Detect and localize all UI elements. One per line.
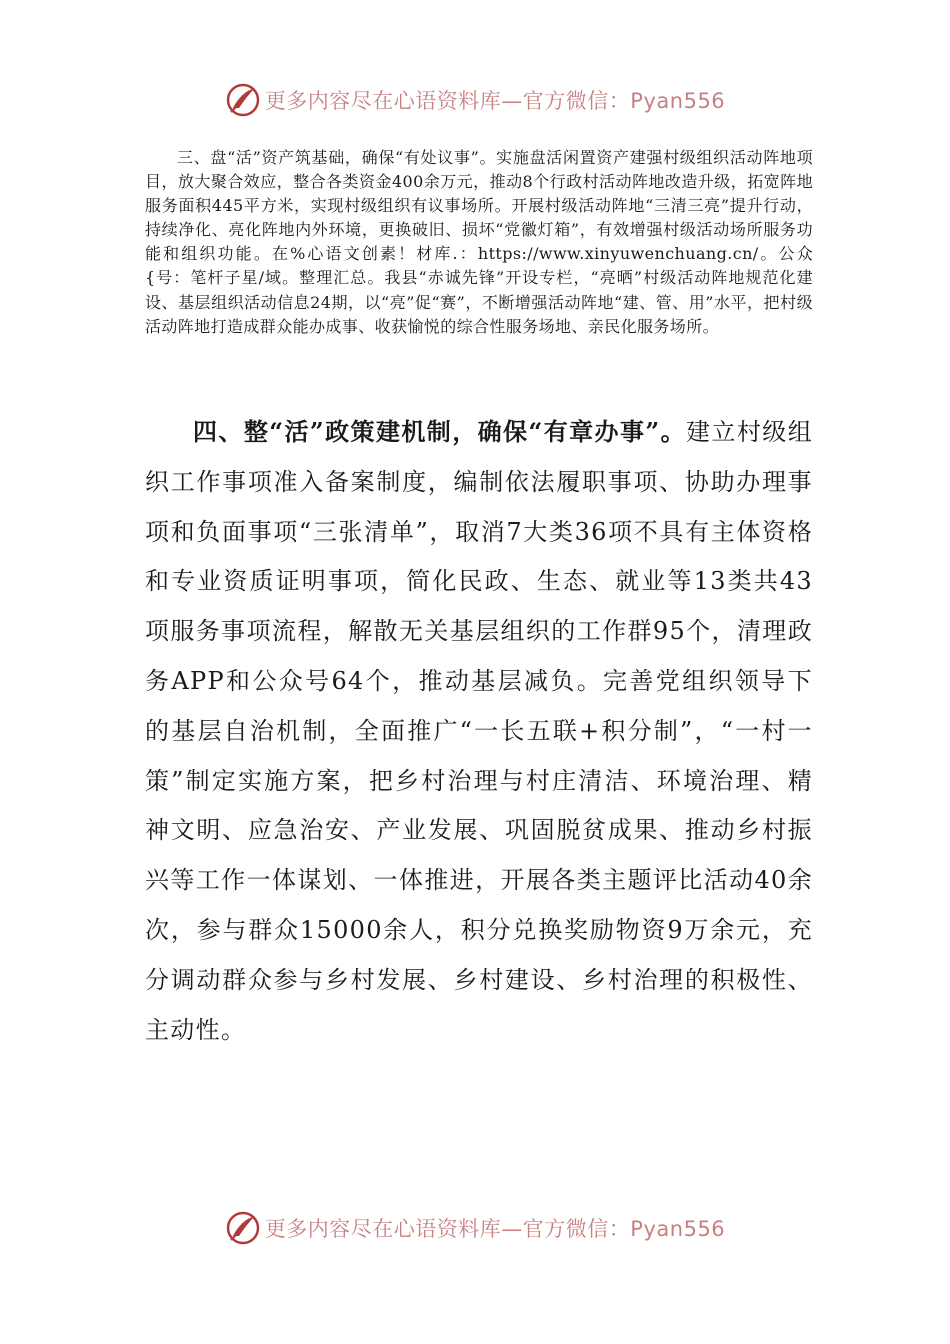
header-banner-text: 更多内容尽在心语资料库—官方微信：Pyan556 bbox=[264, 89, 726, 113]
header-banner bbox=[0, 80, 950, 120]
pen-logo-icon bbox=[225, 1210, 261, 1246]
section-4-body: 建立村级组织工作事项准入备案制度，编制依法履职事项、协助办理事项和负面事项“三张清单”，取消7大类36项不具有主体资格和专业资质证明事项，简化民政、生态、就业等13类共43项服务事项流程，解散无关基层组织的工作群95个，清理政务APP和公众号64个，推动基层减负。完善党组织领导下的基层自治机制，全面推广“一长五联+积分制”，“一村一策”制定实施方案，把乡村治理与村庄清洁、环境治理、精神文明、应急治安、产业发展、巩固脱贫成果、推动乡村振兴等工作一体谋划、一体推进，开展各类主题评比活动40余次，参与群众15000余人，积分兑换奖励物资9万余元，充分调动群众参与乡村发展、乡村建设、乡村治理的积极性、主动性。 bbox=[145, 418, 813, 1044]
section-4-paragraph bbox=[145, 407, 813, 1055]
footer-banner-text: 更多内容尽在心语资料库—官方微信：Pyan556 bbox=[264, 1217, 726, 1241]
section-4-heading: 四、整“活”政策建机制，确保“有章办事”。 bbox=[193, 417, 687, 446]
section-3-paragraph: 三、盘“活”资产筑基础，确保“有处议事”。实施盘活闲置资产建强村级组织活动阵地项目，放大聚合效应，整合各类资金400余万元，推动8个行政村活动阵地改造升级，拓宽阵地服务面积445平方米，实现村级组织有议事场所。开展村级活动阵地“三清三亮”提升行动，持续净化、亮化阵地内外环境，更换破旧、损坏“党徽灯箱”，有效增强村级活动场所服务功能和组织功能。在%心语文创素！材库.：https://www.xinyuwenchuang.cn/。公众{号：笔杆子星/域。整理汇总。我县“赤诚先锋”开设专栏，“亮晒”村级活动阵地规范化建设、基层组织活动信息24期，以“亮”促“赛”，不断增强活动阵地“建、管、用”水平，把村级活动阵地打造成群众能办成事、收获愉悦的综合性服务场地、亲民化服务场所。 bbox=[145, 148, 813, 336]
footer-banner bbox=[0, 1208, 950, 1248]
pen-logo-icon bbox=[225, 82, 261, 118]
